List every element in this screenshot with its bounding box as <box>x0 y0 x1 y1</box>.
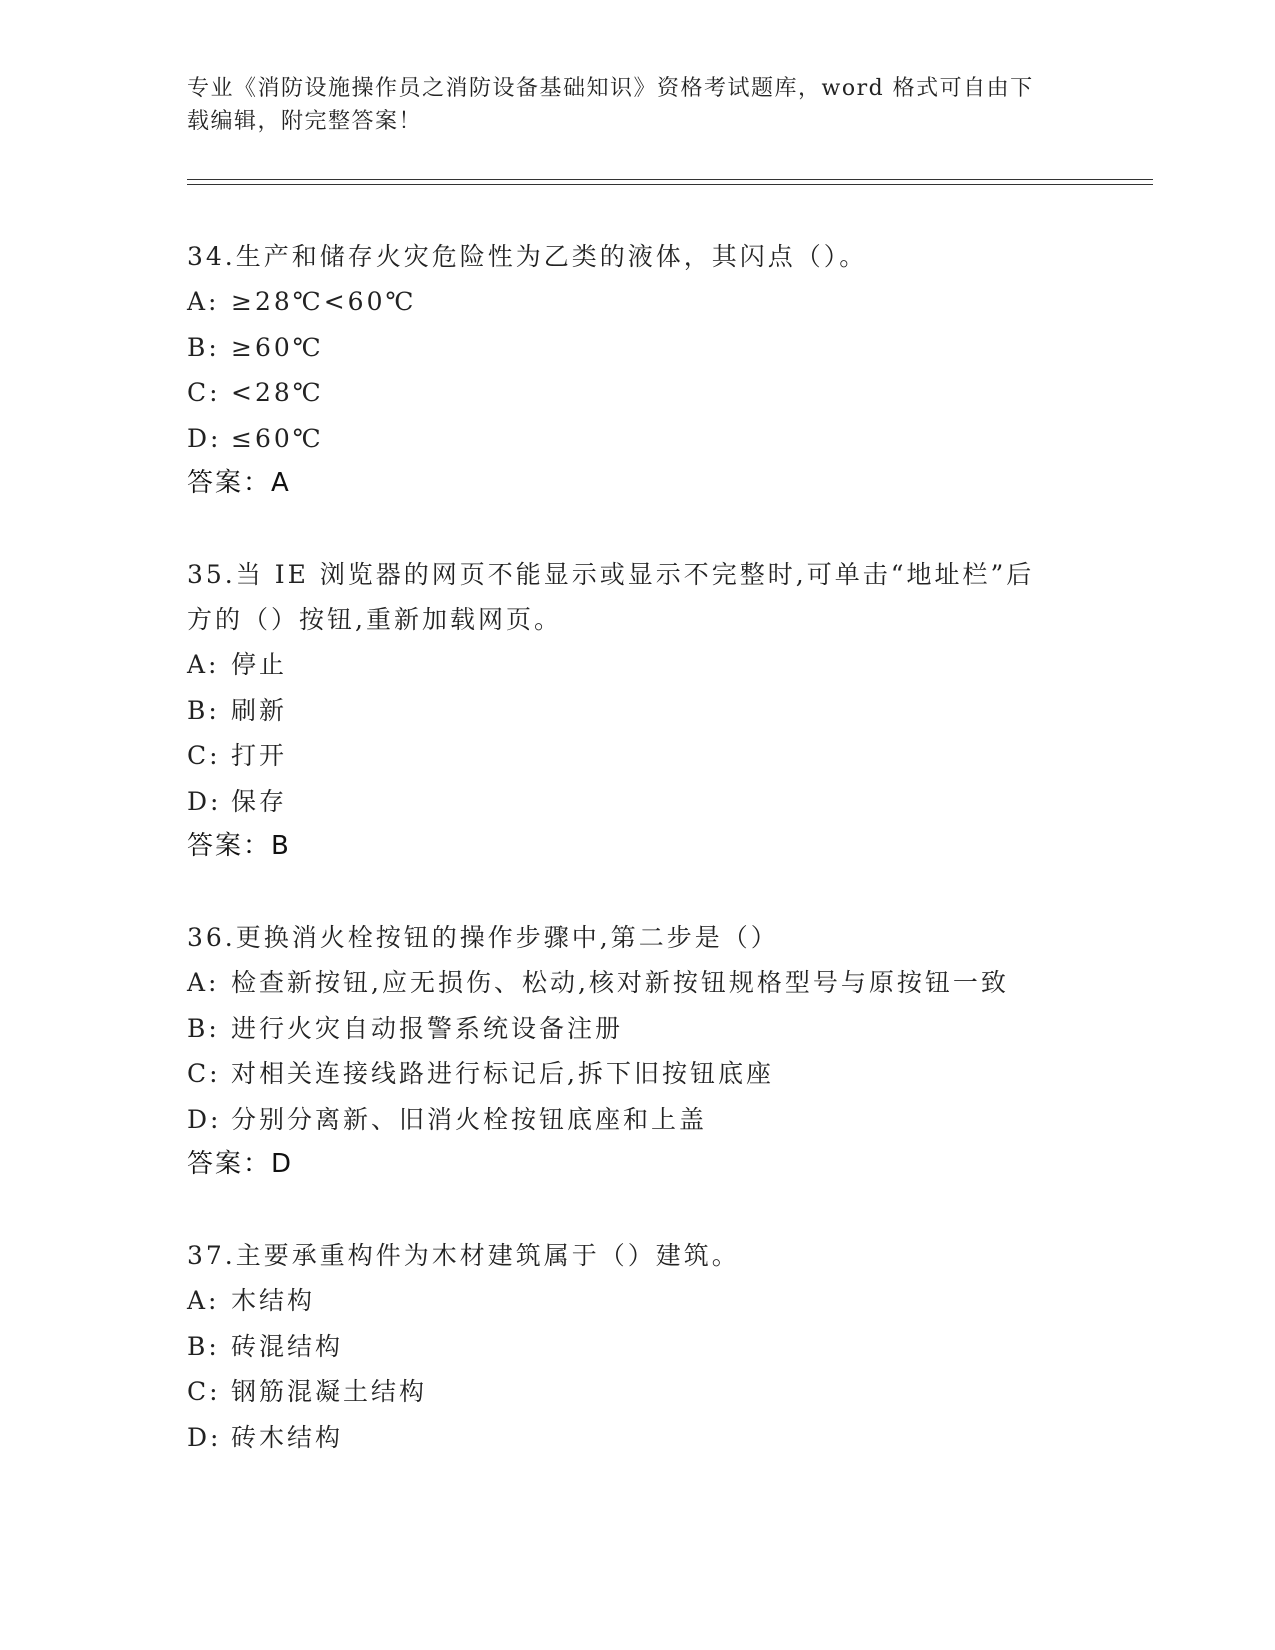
option-letter: C: <box>187 378 221 407</box>
option-d <box>187 1097 1087 1143</box>
option-text: 木结构 <box>231 1286 316 1315</box>
option-text: 分别分离新、旧消火栓按钮底座和上盖 <box>231 1104 708 1134</box>
question-stem: 34.生产和储存火灾危险性为乙类的液体，其闪点（）。 <box>187 242 868 271</box>
header-line-2: 载编辑，附完整答案！ <box>187 109 423 134</box>
option-text: ≥28℃<60℃ <box>231 287 417 316</box>
option-letter: D: <box>187 786 222 816</box>
header-line-1: 专业《消防设施操作员之消防设备基础知识》资格考试题库，word 格式可自由下 <box>187 76 1034 101</box>
option-text: ≥60℃ <box>231 332 324 362</box>
question-stem-line-2: 方的（）按钮,重新加载网页。 <box>187 605 562 634</box>
option-d <box>187 779 1087 825</box>
option-text: 对相关连接线路进行标记后,拆下旧按钮底座 <box>231 1059 774 1088</box>
question-stem: 37.主要承重构件为木材建筑属于（）建筑。 <box>187 1241 740 1270</box>
option-text: 进行火灾自动报警系统设备注册 <box>231 1013 624 1043</box>
option-b <box>187 1324 1087 1370</box>
option-letter: D: <box>187 423 222 453</box>
answer-label: 答案：A <box>187 468 291 498</box>
option-c <box>187 370 1087 416</box>
option-c <box>187 1369 1087 1415</box>
option-a <box>187 642 1087 688</box>
option-letter: A: <box>187 287 220 316</box>
option-text: 停止 <box>231 650 288 679</box>
question-37 <box>187 1233 1087 1460</box>
option-c <box>187 1051 1087 1097</box>
option-letter: D: <box>187 1422 222 1452</box>
answer-label: 答案：D <box>187 1149 294 1179</box>
option-c <box>187 733 1087 779</box>
option-letter: C: <box>187 741 221 770</box>
option-b <box>187 1006 1087 1052</box>
header-divider-bottom <box>187 184 1153 185</box>
option-a <box>187 279 1087 325</box>
option-text: 砖木结构 <box>231 1422 344 1452</box>
question-35 <box>187 552 1087 869</box>
option-text: ≤60℃ <box>231 423 324 453</box>
option-b <box>187 688 1087 734</box>
document-header <box>187 72 1087 138</box>
answer-label: 答案：B <box>187 831 291 861</box>
question-36 <box>187 915 1087 1187</box>
option-letter: B: <box>187 1331 220 1361</box>
option-letter: B: <box>187 695 220 725</box>
question-34 <box>187 234 1087 506</box>
option-letter: A: <box>187 1286 220 1315</box>
option-text: <28℃ <box>231 378 324 407</box>
option-letter: B: <box>187 1013 220 1043</box>
option-letter: C: <box>187 1377 221 1406</box>
option-a <box>187 1278 1087 1324</box>
option-text: 刷新 <box>231 695 288 725</box>
option-text: 砖混结构 <box>231 1331 344 1361</box>
option-letter: B: <box>187 332 220 362</box>
header-divider-top <box>187 179 1153 180</box>
question-stem-line-1: 35.当 IE 浏览器的网页不能显示或显示不完整时,可单击“地址栏”后 <box>187 560 1035 589</box>
option-d <box>187 416 1087 462</box>
option-letter: D: <box>187 1104 222 1134</box>
option-b <box>187 325 1087 371</box>
question-stem: 36.更换消火栓按钮的操作步骤中,第二步是（） <box>187 923 779 952</box>
option-a <box>187 960 1087 1006</box>
option-text: 保存 <box>231 786 288 816</box>
option-text: 检查新按钮,应无损伤、松动,核对新按钮规格型号与原按钮一致 <box>231 968 1009 997</box>
option-text: 钢筋混凝土结构 <box>231 1377 428 1406</box>
option-d <box>187 1415 1087 1461</box>
option-text: 打开 <box>231 741 288 770</box>
option-letter: C: <box>187 1059 221 1088</box>
option-letter: A: <box>187 650 220 679</box>
option-letter: A: <box>187 968 220 997</box>
